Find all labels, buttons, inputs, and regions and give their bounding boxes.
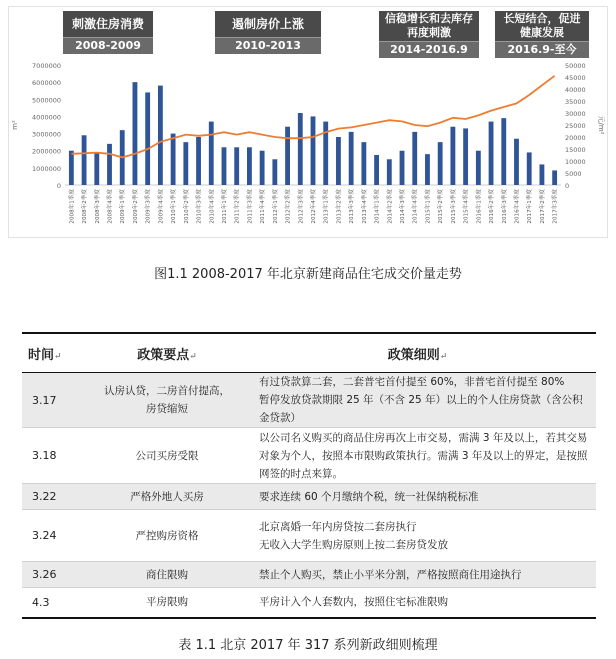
category-label: 2015年3季度 [450, 189, 457, 224]
category-label: 2014年4季度 [412, 189, 419, 224]
volume-bar [450, 127, 455, 185]
right-tick-label: 15000 [565, 146, 586, 154]
volume-bar [552, 170, 557, 185]
category-label: 2009年2季度 [132, 189, 139, 224]
volume-bar [361, 142, 366, 185]
category-label: 2017年3季度 [552, 189, 559, 224]
volume-bar [412, 132, 417, 185]
volume-bar [425, 154, 430, 185]
volume-bar [133, 82, 138, 185]
table-row [22, 428, 596, 484]
volume-bar [183, 142, 188, 185]
volume-bar [514, 139, 519, 185]
row-detail: 以公司名义购买的商品住房再次上市交易，需满 3 年及以上，若其交易对象为个人，按照本市限购政策执行。需满 3 年及以上的界定，是按照网签的时点来算。 [239, 428, 596, 484]
left-tick-label: 7000000 [32, 62, 61, 70]
volume-bar [247, 147, 252, 185]
volume-bar [387, 159, 392, 185]
category-label: 2017年2季度 [539, 189, 546, 224]
table-row [22, 588, 596, 618]
volume-bar [260, 151, 265, 185]
header-date: 时间↵ [22, 333, 95, 373]
row-date: 3.17 [22, 373, 95, 428]
table-row [22, 484, 596, 510]
volume-bar [285, 127, 290, 185]
volume-bar [82, 135, 87, 185]
volume-bar [501, 118, 506, 185]
category-label: 2009年1季度 [120, 189, 127, 224]
category-label: 2010年3季度 [196, 189, 203, 224]
right-tick-label: 10000 [565, 158, 586, 166]
volume-bar [311, 116, 316, 185]
volume-bar [171, 134, 176, 185]
row-detail: 有过贷款算二套，二套普宅首付提至 60%，非普宅首付提至 80% 暂停发放贷款期限 25 年（不含 25 年）以上的个人住房贷款（含公积金贷款） [239, 373, 596, 428]
row-point: 平房限购 [95, 588, 239, 618]
right-tick-label: 50000 [565, 62, 586, 70]
category-label: 2016年4季度 [514, 189, 521, 224]
volume-bar [196, 137, 201, 185]
category-label: 2013年2季度 [336, 189, 343, 224]
category-label: 2012年1季度 [272, 189, 279, 224]
table-row [22, 510, 596, 562]
left-tick-label: 1000000 [32, 164, 61, 173]
category-label: 2010年4季度 [209, 189, 216, 224]
volume-bar [209, 122, 214, 185]
category-label: 2015年4季度 [463, 189, 470, 224]
volume-bar [438, 142, 443, 185]
category-label: 2011年4季度 [260, 189, 267, 224]
category-label: 2011年1季度 [221, 189, 228, 224]
right-tick-label: 40000 [565, 86, 586, 94]
header-detail: 政策细则↵ [239, 333, 596, 373]
table-caption: 表 1.1 北京 2017 年 317 系列新政细则梳理 [178, 638, 438, 653]
row-date: 3.24 [22, 510, 95, 562]
phase-4-period: 2016.9-至今 [495, 41, 589, 58]
policy-table [22, 332, 596, 619]
category-label: 2014年2季度 [387, 189, 394, 224]
category-label: 2015年2季度 [438, 189, 445, 224]
category-label: 2013年4季度 [361, 189, 368, 224]
right-tick-label: 30000 [565, 110, 586, 118]
row-date: 4.3 [22, 588, 95, 618]
category-label: 2017年1季度 [527, 189, 534, 224]
phase-3-period: 2014-2016.9 [379, 41, 479, 58]
right-tick-label: 25000 [565, 122, 586, 130]
category-label: 2009年4季度 [158, 189, 165, 224]
volume-bar [400, 151, 405, 185]
row-point: 商住限购 [95, 562, 239, 588]
category-label: 2008年4季度 [107, 189, 114, 224]
category-label: 2016年1季度 [476, 189, 483, 224]
row-detail: 禁止个人购买，禁止小平米分割，严格按照商住用途执行 [239, 562, 596, 588]
table-row [22, 562, 596, 588]
row-detail: 要求连续 60 个月缴纳个税，统一社保纳税标准 [239, 484, 596, 510]
category-label: 2009年3季度 [145, 189, 152, 224]
right-tick-label: 35000 [565, 98, 586, 106]
volume-bar [463, 128, 468, 185]
volume-bar [298, 113, 303, 185]
category-label: 2013年3季度 [349, 189, 356, 224]
header-point: 政策要点↵ [95, 333, 239, 373]
category-label: 2014年3季度 [400, 189, 407, 224]
category-label: 2010年1季度 [171, 189, 178, 224]
volume-bar [489, 122, 494, 185]
category-label: 2016年2季度 [489, 189, 496, 224]
category-label: 2015年1季度 [425, 189, 432, 224]
volume-bar [145, 92, 150, 185]
volume-bar [476, 151, 481, 185]
chart-frame [8, 6, 608, 238]
category-label: 2008年1季度 [69, 189, 76, 224]
volume-bar [349, 132, 354, 185]
row-point: 严格外地人买房 [95, 484, 239, 510]
row-date: 3.22 [22, 484, 95, 510]
phase-2-label: 遏制房价上涨 [231, 17, 304, 31]
left-tick-label: 4000000 [32, 113, 61, 122]
left-tick-label: 2000000 [32, 147, 61, 156]
left-axis-label: m² [11, 120, 19, 130]
volume-bar [272, 159, 277, 185]
phase-1-label: 刺激住房消费 [71, 17, 144, 31]
volume-bar [374, 155, 379, 185]
right-tick-label: 20000 [565, 134, 586, 142]
row-date: 3.26 [22, 562, 95, 588]
category-label: 2011年3季度 [247, 189, 254, 224]
phase-4-label: 长短结合，促进 健康发展 [503, 12, 581, 39]
row-point: 严控购房资格 [95, 510, 239, 562]
row-point: 公司买房受限 [95, 428, 239, 484]
phase-3 [379, 11, 479, 58]
volume-bar [107, 144, 112, 185]
phase-4 [495, 11, 589, 58]
table-header-row [22, 333, 596, 373]
phase-1-period: 2008-2009 [63, 37, 153, 54]
category-label: 2008年2季度 [82, 189, 89, 224]
left-tick-label: 0 [56, 182, 61, 190]
category-label: 2012年2季度 [285, 189, 292, 224]
category-label: 2012年4季度 [311, 189, 317, 224]
category-label: 2008年3季度 [94, 189, 101, 224]
right-tick-label: 5000 [565, 170, 582, 178]
volume-bar [158, 86, 163, 185]
volume-bar [69, 151, 74, 185]
left-tick-label: 5000000 [32, 96, 61, 105]
left-tick-label: 6000000 [32, 79, 61, 88]
category-label: 2012年3季度 [298, 189, 305, 224]
volume-bar [527, 152, 532, 185]
phase-3-label: 信稳增长和去库存 再度刺激 [385, 12, 473, 39]
row-date: 3.18 [22, 428, 95, 484]
right-tick-label: 0 [565, 182, 570, 190]
volume-bar [336, 137, 341, 185]
table-row [22, 373, 596, 428]
figure-caption: 图1.1 2008-2017 年北京新建商品住宅成交价量走势 [154, 267, 462, 282]
right-axis-label: 元/m² [597, 115, 605, 135]
row-detail: 北京离婚一年内房贷按二套房执行 无收入大学生购房原则上按二套房贷发放 [239, 510, 596, 562]
volume-bar [234, 147, 239, 185]
phase-2-period: 2010-2013 [215, 37, 321, 54]
left-tick-label: 3000000 [32, 130, 61, 139]
category-label: 2016年3季度 [501, 189, 508, 224]
volume-bar [540, 164, 545, 185]
category-label: 2013年1季度 [323, 189, 330, 224]
row-point: 认房认贷，二房首付提高，房贷缩短 [95, 373, 239, 428]
volume-bar [94, 152, 99, 185]
row-detail: 平房计入个人套数内，按照住宅标准限购 [239, 588, 596, 618]
phase-1 [63, 11, 153, 54]
volume-bar [222, 147, 227, 185]
category-label: 2011年2季度 [234, 189, 241, 224]
category-label: 2010年2季度 [183, 189, 190, 224]
right-tick-label: 45000 [565, 74, 586, 82]
category-label: 2014年1季度 [374, 189, 381, 224]
phase-2 [215, 11, 321, 54]
